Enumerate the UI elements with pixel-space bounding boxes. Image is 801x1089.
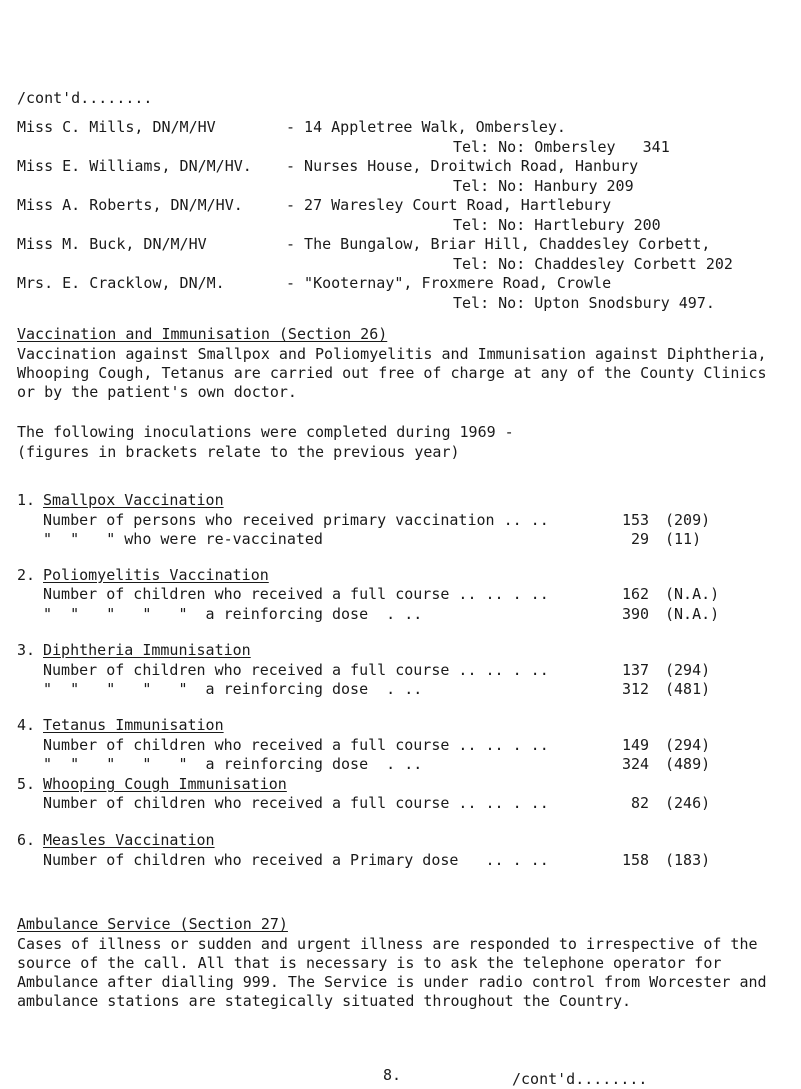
row-value: 162 <box>622 585 650 603</box>
nurse-name: Miss C. Mills, DN/M/HV <box>17 118 216 136</box>
nurse-tel: Tel: No: Ombersley 341 <box>453 138 670 156</box>
page-number: 8. <box>383 1066 402 1084</box>
row-previous: (489) <box>665 755 711 773</box>
row-label: Number of persons who received primary vaccination .. .. <box>43 511 549 529</box>
nurse-tel: Tel: No: Hanbury 209 <box>453 177 634 195</box>
row-previous: (11) <box>665 530 702 548</box>
row-label: " " " " " a reinforcing dose . .. <box>43 680 423 698</box>
row-previous: (209) <box>665 511 711 529</box>
row-value: 312 <box>622 680 650 698</box>
ambulance-heading: Ambulance Service (Section 27) <box>17 915 288 933</box>
row-value: 29 <box>631 530 650 548</box>
vaccination-heading: Vaccination and Immunisation (Section 26) <box>17 325 388 343</box>
row-label: " " " " " a reinforcing dose . .. <box>43 755 423 773</box>
row-previous: (246) <box>665 794 711 812</box>
row-previous: (N.A.) <box>665 585 720 603</box>
nurse-address: - 14 Appletree Walk, Ombersley. <box>286 118 566 136</box>
continued-header: /cont'd........ <box>17 89 153 107</box>
inoculation-note: The following inoculations were completed during 1969 - <box>17 423 514 441</box>
nurse-tel: Tel: No: Upton Snodsbury 497. <box>453 294 715 312</box>
row-value: 153 <box>622 511 650 529</box>
continued-footer: /cont'd........ <box>512 1070 648 1088</box>
row-previous: (N.A.) <box>665 605 720 623</box>
row-previous: (294) <box>665 661 711 679</box>
nurse-name: Miss E. Williams, DN/M/HV. <box>17 157 252 175</box>
ambulance-text: Cases of illness or sudden and urgent illness are responded to irrespective of the source of the call. All that is necessary is to ask the telephone operator for Ambulance after dialling 999. The Service is under radio control from Worcester and ambulance stations are stategically situated throughout the Country. <box>17 935 767 1010</box>
row-value: 158 <box>622 851 650 869</box>
nurse-address: - Nurses House, Droitwich Road, Hanbury <box>286 157 639 175</box>
section-number: 2. <box>17 566 36 584</box>
section-number: 3. <box>17 641 36 659</box>
section-number: 4. <box>17 716 36 734</box>
section-number: 6. <box>17 831 36 849</box>
row-label: " " " " " a reinforcing dose . .. <box>43 605 423 623</box>
nurse-address: - The Bungalow, Briar Hill, Chaddesley Corbett, <box>286 235 711 253</box>
section-title: Measles Vaccination <box>43 831 215 849</box>
section-number: 1. <box>17 491 36 509</box>
row-value: 82 <box>631 794 650 812</box>
row-value: 149 <box>622 736 650 754</box>
section-title: Diphtheria Immunisation <box>43 641 251 659</box>
nurse-name: Miss A. Roberts, DN/M/HV. <box>17 196 243 214</box>
row-previous: (294) <box>665 736 711 754</box>
row-value: 390 <box>622 605 650 623</box>
nurse-tel: Tel: No: Hartlebury 200 <box>453 216 661 234</box>
section-number: 5. <box>17 775 36 793</box>
row-value: 137 <box>622 661 650 679</box>
section-title: Poliomyelitis Vaccination <box>43 566 269 584</box>
row-label: Number of children who received a full course .. .. . .. <box>43 661 549 679</box>
section-title: Smallpox Vaccination <box>43 491 224 509</box>
row-value: 324 <box>622 755 650 773</box>
nurse-address: - "Kooternay", Froxmere Road, Crowle <box>286 274 612 292</box>
row-label: Number of children who received a full course .. .. . .. <box>43 794 549 812</box>
row-label: " " " who were re-vaccinated <box>43 530 323 548</box>
inoculation-note-sub: (figures in brackets relate to the previous year) <box>17 443 460 461</box>
nurse-address: - 27 Waresley Court Road, Hartlebury <box>286 196 612 214</box>
section-title: Whooping Cough Immunisation <box>43 775 287 793</box>
row-previous: (183) <box>665 851 711 869</box>
nurse-tel: Tel: No: Chaddesley Corbett 202 <box>453 255 733 273</box>
row-label: Number of children who received a Primary dose .. . .. <box>43 851 549 869</box>
nurse-name: Mrs. E. Cracklow, DN/M. <box>17 274 225 292</box>
row-previous: (481) <box>665 680 711 698</box>
row-label: Number of children who received a full course .. .. . .. <box>43 585 549 603</box>
section-title: Tetanus Immunisation <box>43 716 224 734</box>
nurse-name: Miss M. Buck, DN/M/HV <box>17 235 207 253</box>
vaccination-intro: Vaccination against Smallpox and Poliomyelitis and Immunisation against Diphtheria, Whooping Cough, Tetanus are carried out free of charge at any of the County Clinics or by the patient's own doctor. <box>17 345 767 401</box>
row-label: Number of children who received a full course .. .. . .. <box>43 736 549 754</box>
